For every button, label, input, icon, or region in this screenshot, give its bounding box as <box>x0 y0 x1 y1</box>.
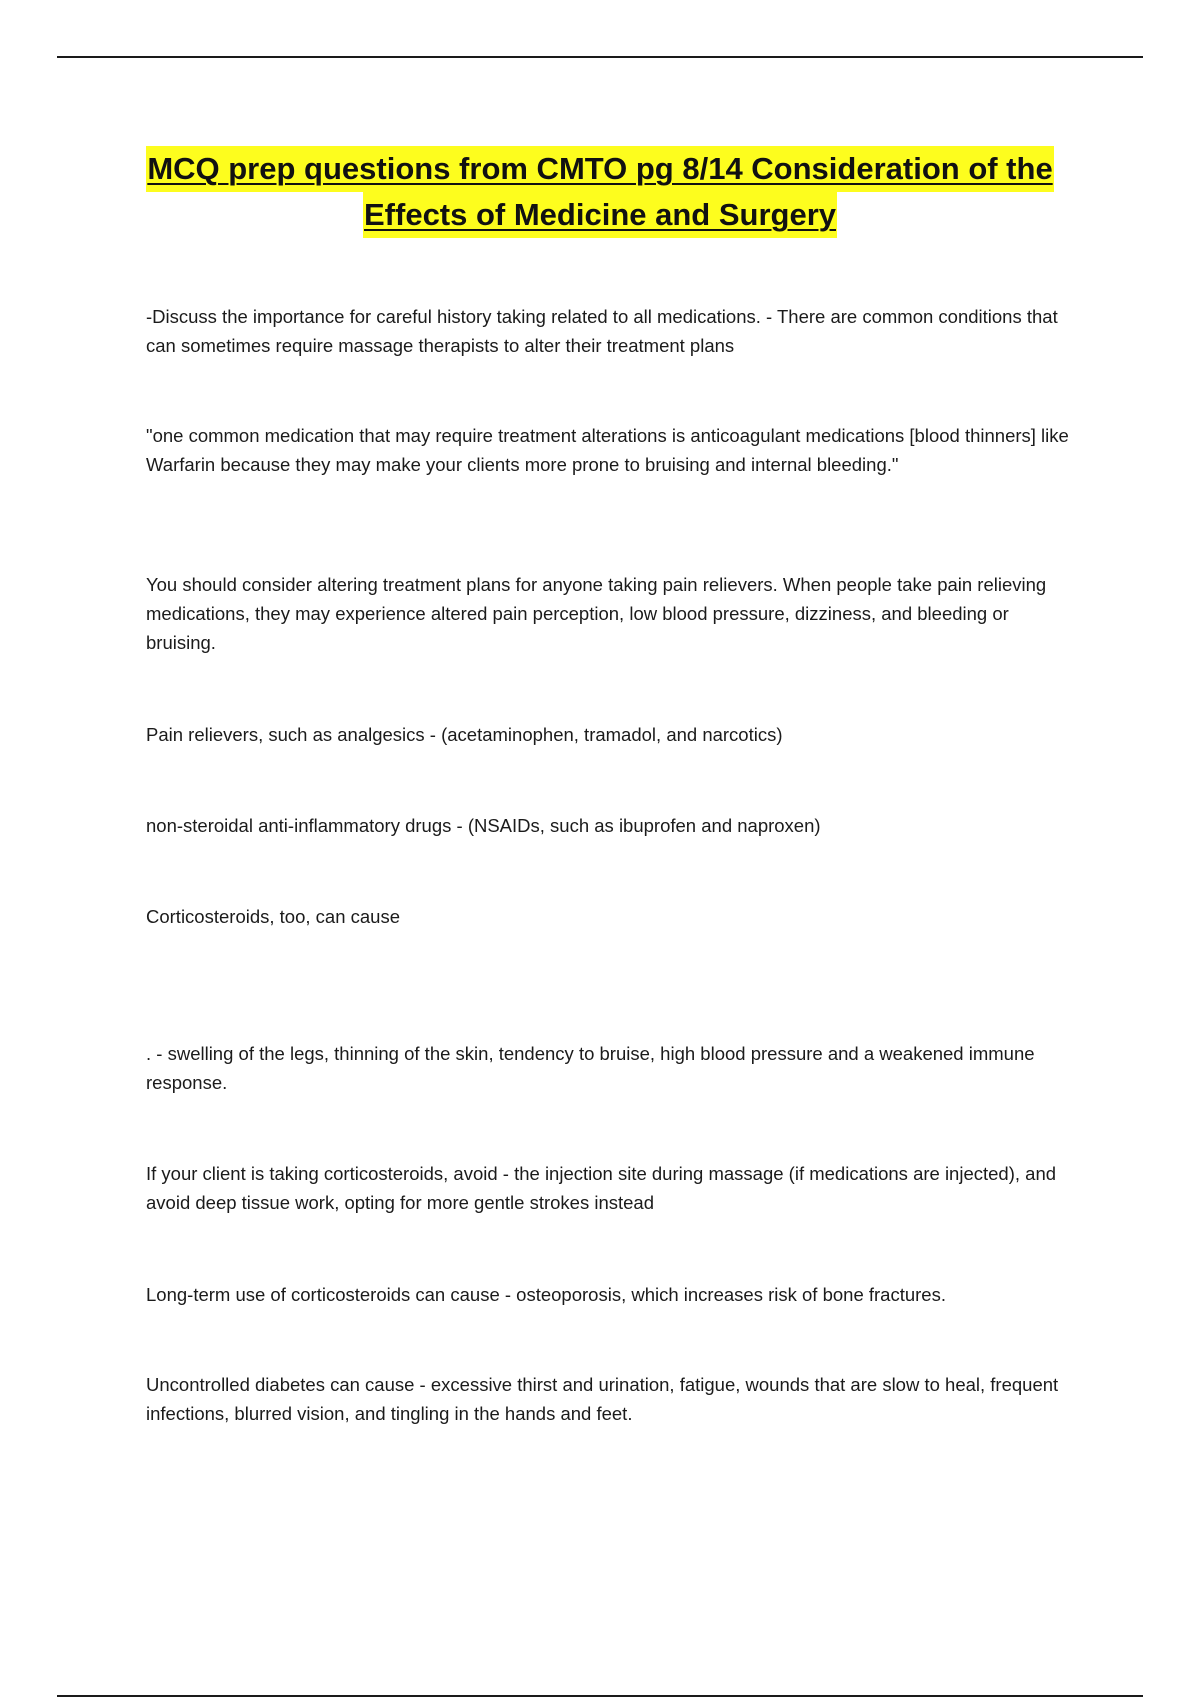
top-rule <box>57 56 1143 58</box>
paragraph-analgesics: Pain relievers, such as analgesics - (acetaminophen, tramadol, and narcotics) <box>146 724 783 745</box>
title-line-1: MCQ prep questions from CMTO pg 8/14 Consideration of the <box>146 146 1053 192</box>
bottom-rule <box>57 1695 1143 1697</box>
paragraph-pain-relievers: You should consider altering treatment plans for anyone taking pain relievers. When people take pain relieving medications, they may experience altered pain perception, low blood pressure, dizziness, and bleeding or bruising. <box>146 574 1047 653</box>
page-title <box>100 146 1100 238</box>
paragraph-anticoagulants: "one common medication that may require treatment alterations is anticoagulant medications [blood thinners] like Warfarin because they may make your clients more prone to bruising and internal bleeding." <box>146 425 1069 475</box>
paragraph-diabetes: Uncontrolled diabetes can cause - excessive thirst and urination, fatigue, wounds that are slow to heal, frequent infections, blurred vision, and tingling in the hands and feet. <box>146 1374 1059 1424</box>
paragraph-osteoporosis: Long-term use of corticosteroids can cause - osteoporosis, which increases risk of bone fractures. <box>146 1284 946 1305</box>
paragraph-corticosteroids: Corticosteroids, too, can cause <box>146 906 400 927</box>
title-line-2: Effects of Medicine and Surgery <box>363 192 837 238</box>
paragraph-history-taking: -Discuss the importance for careful history taking related to all medications. - There are common conditions that can sometimes require massage therapists to alter their treatment plans <box>146 306 1058 356</box>
paragraph-nsaids: non-steroidal anti-inflammatory drugs - (NSAIDs, such as ibuprofen and naproxen) <box>146 815 821 836</box>
paragraph-corticosteroid-precautions: If your client is taking corticosteroids, avoid - the injection site during massage (if medications are injected), and avoid deep tissue work, opting for more gentle strokes instead <box>146 1163 1057 1213</box>
paragraph-corticosteroid-effects: . - swelling of the legs, thinning of the skin, tendency to bruise, high blood pressure and a weakened immune response. <box>146 1043 1035 1093</box>
